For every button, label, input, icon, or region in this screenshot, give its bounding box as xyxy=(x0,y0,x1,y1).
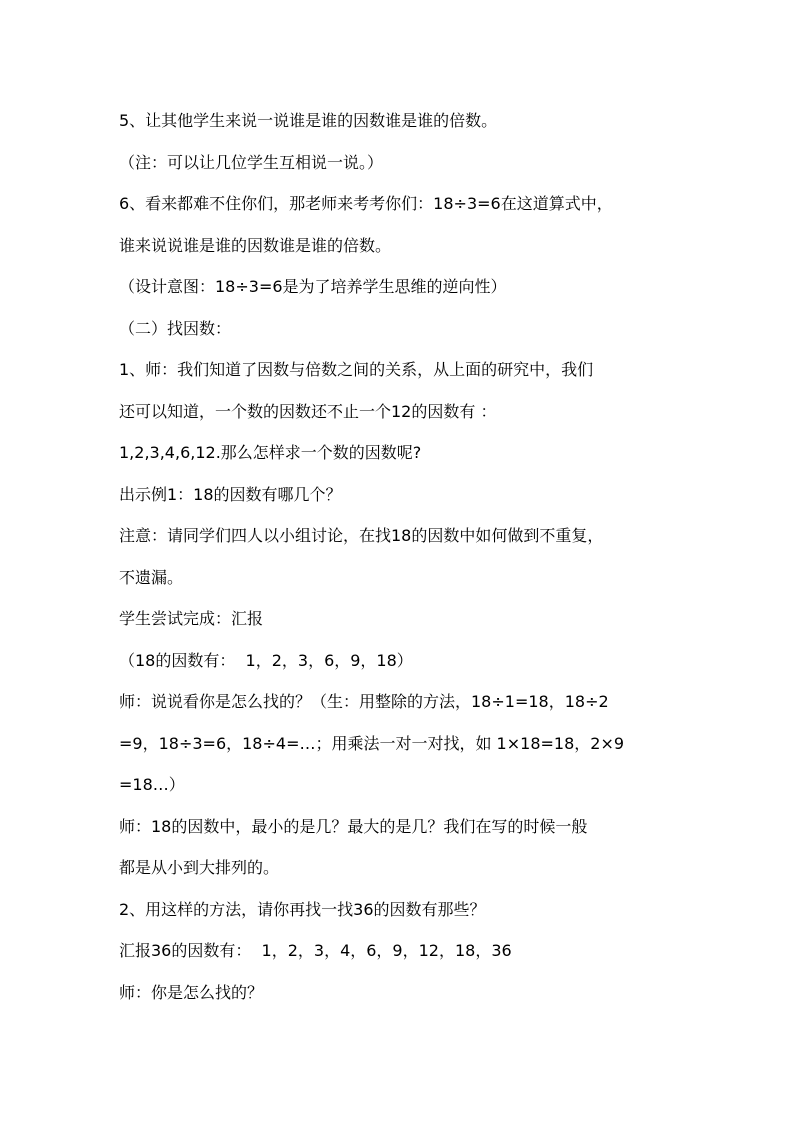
text-line: 师：你是怎么找的？ xyxy=(119,982,264,1002)
section-heading: （二）找因数： xyxy=(119,318,232,338)
text-line: 注意：请同学们四人以小组讨论，在找18的因数中如何做到不重复， xyxy=(119,526,604,545)
text-line: 学生尝试完成：汇报 xyxy=(119,609,264,628)
text-line: 1、师：我们知道了因数与倍数之间的关系，从上面的研究中，我们 xyxy=(119,360,594,379)
text-line: 都是从小到大排列的。 xyxy=(119,858,280,877)
text-line: 还可以知道，一个数的因数还不止一个12的因数有 ： xyxy=(119,401,497,421)
text-line: （18的因数有： 1，2，3，6，9，18） xyxy=(119,650,413,670)
text-line: 不遗漏。 xyxy=(119,567,184,587)
text-line: 出示例1：18的因数有哪几个？ xyxy=(119,484,342,504)
text-line: （设计意图：18÷3=6是为了培养学生思维的逆向性） xyxy=(119,277,507,296)
text-line: 谁来说说谁是谁的因数谁是谁的倍数。 xyxy=(119,235,392,255)
text-line: =18…） xyxy=(119,775,185,794)
text-line: （注：可以让几位学生互相说一说。） xyxy=(119,152,384,172)
text-line: =9，18÷3=6，18÷4=…；用乘法一对一对找，如 1×18=18，2×9 xyxy=(119,733,625,753)
text-line: 1,2,3,4,6,12.那么怎样求一个数的因数呢? xyxy=(119,443,422,462)
text-line: 5、让其他学生来说一说谁是谁的因数谁是谁的倍数。 xyxy=(119,111,498,130)
text-line: 2、用这样的方法，请你再找一找36的因数有那些？ xyxy=(119,899,486,919)
text-line: 6、看来都难不住你们，那老师来考考你们：18÷3=6在这道算式中， xyxy=(119,194,613,213)
text-line: 师：说说看你是怎么找的？（生：用整除的方法，18÷1=18，18÷2 xyxy=(119,692,609,711)
text-line: 汇报36的因数有： 1，2，3，4，6，9，12，18，36 xyxy=(119,941,512,960)
document-body xyxy=(119,100,679,1013)
text-line: 师：18的因数中，最小的是几？最大的是几？我们在写的时候一般 xyxy=(119,816,588,836)
